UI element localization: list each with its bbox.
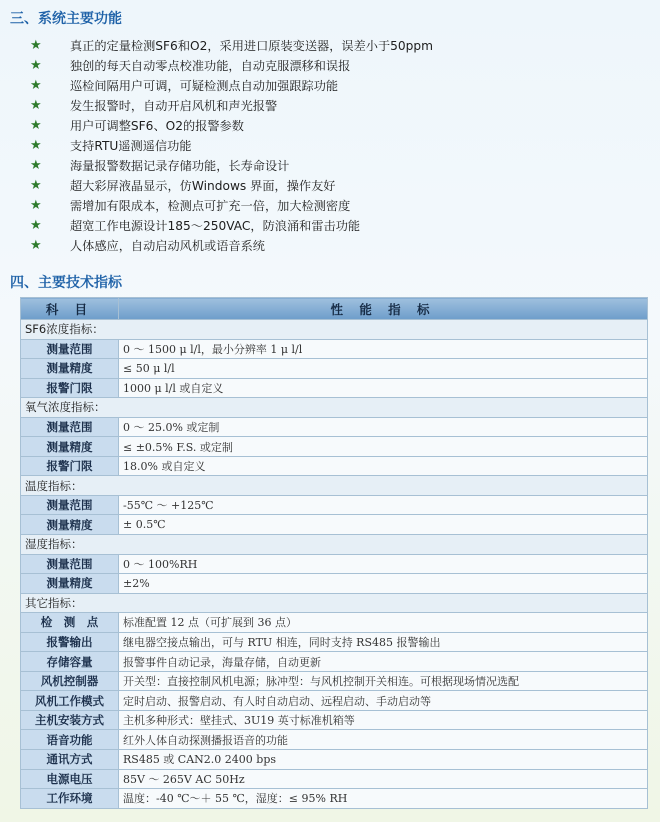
spec-value: 标准配置 12 点（可扩展到 36 点） (119, 613, 648, 633)
feature-item (30, 156, 650, 176)
spec-label: 通讯方式 (21, 750, 119, 770)
feature-text: 独创的每天自动零点校准功能，自动克服漂移和误报 (70, 59, 351, 73)
spec-value: 开关型：直接控制风机电源；脉冲型：与风机控制开关相连。可根据现场情况选配 (119, 671, 648, 691)
spec-row (21, 574, 648, 594)
spec-label: 测量精度 (21, 515, 119, 535)
header-performance: 性 能 指 标 (119, 298, 648, 320)
category-row (21, 320, 648, 340)
category-row (21, 535, 648, 555)
category-row (21, 593, 648, 613)
spec-row (21, 730, 648, 750)
feature-text: 需增加有限成本，检测点可扩充一倍，加大检测密度 (70, 199, 351, 213)
star-bullet-icon: ★ (30, 78, 42, 93)
spec-value: 定时启动、报警启动、有人时自动启动、远程启动、手动启动等 (119, 691, 648, 711)
spec-value: 1000 μ l/l 或自定义 (119, 378, 648, 398)
spec-row (21, 456, 648, 476)
spec-row (21, 495, 648, 515)
category-label: 其它指标： (21, 593, 648, 613)
category-label: SF6浓度指标： (21, 320, 648, 340)
spec-label: 测量范围 (21, 339, 119, 359)
spec-label: 主机安装方式 (21, 710, 119, 730)
spec-value: 18.0% 或自定义 (119, 456, 648, 476)
spec-label: 风机控制器 (21, 671, 119, 691)
spec-value: 0 ～ 25.0% 或定制 (119, 417, 648, 437)
category-label: 湿度指标： (21, 535, 648, 555)
feature-text: 超大彩屏液晶显示，仿Windows 界面，操作友好 (70, 179, 336, 193)
category-row (21, 398, 648, 418)
category-row (21, 476, 648, 496)
spec-label: 测量范围 (21, 417, 119, 437)
feature-text: 巡检间隔用户可调，可疑检测点自动加强跟踪功能 (70, 79, 339, 93)
header-subject: 科 目 (21, 298, 119, 320)
spec-table (20, 297, 648, 809)
feature-item (30, 236, 650, 256)
spec-row (21, 750, 648, 770)
feature-text: 人体感应，自动启动风机或语音系统 (70, 239, 265, 253)
spec-value: 继电器空接点输出，可与 RTU 相连，同时支持 RS485 报警输出 (119, 632, 648, 652)
spec-value: ≤ 50 μ l/l (119, 359, 648, 379)
star-bullet-icon: ★ (30, 58, 42, 73)
spec-value: 红外人体自动探测播报语音的功能 (119, 730, 648, 750)
feature-item (30, 36, 650, 56)
spec-row (21, 710, 648, 730)
star-bullet-icon: ★ (30, 38, 42, 53)
star-bullet-icon: ★ (30, 98, 42, 113)
spec-row (21, 691, 648, 711)
spec-label: 语音功能 (21, 730, 119, 750)
star-bullet-icon: ★ (30, 138, 42, 153)
spec-row (21, 613, 648, 633)
feature-text: 发生报警时，自动开启风机和声光报警 (70, 99, 278, 113)
spec-value: 0 ～ 100%RH (119, 554, 648, 574)
feature-item (30, 56, 650, 76)
feature-item (30, 116, 650, 136)
spec-row (21, 437, 648, 457)
spec-row (21, 359, 648, 379)
spec-label: 报警门限 (21, 456, 119, 476)
feature-item (30, 96, 650, 116)
star-bullet-icon: ★ (30, 238, 42, 253)
star-bullet-icon: ★ (30, 218, 42, 233)
spec-row (21, 671, 648, 691)
feature-item (30, 136, 650, 156)
spec-label: 测量范围 (21, 495, 119, 515)
section-3-title: 三、系统主要功能 (10, 11, 122, 27)
feature-text: 用户可调整SF6、O2的报警参数 (70, 119, 244, 133)
spec-value: ±2% (119, 574, 648, 594)
spec-value: RS485 或 CAN2.0 2400 bps (119, 750, 648, 770)
spec-label: 存储容量 (21, 652, 119, 672)
star-bullet-icon: ★ (30, 118, 42, 133)
spec-value: 0 ～ 1500 μ l/l，最小分辨率 1 μ l/l (119, 339, 648, 359)
spec-label: 检 测 点 (21, 613, 119, 633)
feature-text: 支持RTU遥测遥信功能 (70, 139, 192, 153)
spec-value: 主机多种形式：壁挂式、3U19 英寸标准机箱等 (119, 710, 648, 730)
feature-text: 真正的定量检测SF6和O2，采用进口原装变送器，误差小于50ppm (70, 39, 434, 53)
spec-row (21, 515, 648, 535)
spec-label: 风机工作模式 (21, 691, 119, 711)
category-label: 氧气浓度指标： (21, 398, 648, 418)
category-label: 温度指标： (21, 476, 648, 496)
spec-row (21, 417, 648, 437)
spec-value: ≤ ±0.5% F.S. 或定制 (119, 437, 648, 457)
spec-label: 测量精度 (21, 574, 119, 594)
spec-label: 报警门限 (21, 378, 119, 398)
spec-label: 测量范围 (21, 554, 119, 574)
feature-item (30, 216, 650, 236)
spec-row (21, 378, 648, 398)
spec-value: -55℃ ～ +125℃ (119, 495, 648, 515)
feature-item (30, 76, 650, 96)
spec-label: 测量精度 (21, 437, 119, 457)
spec-label: 电源电压 (21, 769, 119, 789)
spec-value: ± 0.5℃ (119, 515, 648, 535)
spec-row (21, 769, 648, 789)
spec-value: 温度：-40 ℃～＋ 55 ℃，湿度：≤ 95% RH (119, 789, 648, 809)
feature-list (30, 36, 650, 256)
spec-row (21, 632, 648, 652)
section-4-title: 四、主要技术指标 (10, 275, 122, 291)
spec-row (21, 554, 648, 574)
spec-table-header (21, 298, 648, 320)
star-bullet-icon: ★ (30, 178, 42, 193)
spec-label: 报警输出 (21, 632, 119, 652)
spec-label: 工作环境 (21, 789, 119, 809)
spec-value: 85V ～ 265V AC 50Hz (119, 769, 648, 789)
spec-value: 报警事件自动记录，海量存储，自动更新 (119, 652, 648, 672)
star-bullet-icon: ★ (30, 158, 42, 173)
spec-label: 测量精度 (21, 359, 119, 379)
spec-row (21, 789, 648, 809)
feature-text: 海量报警数据记录存储功能，长寿命设计 (70, 159, 290, 173)
feature-item (30, 176, 650, 196)
feature-text: 超宽工作电源设计185～250VAC，防浪涌和雷击功能 (70, 219, 361, 233)
spec-row (21, 339, 648, 359)
feature-item (30, 196, 650, 216)
star-bullet-icon: ★ (30, 198, 42, 213)
spec-row (21, 652, 648, 672)
